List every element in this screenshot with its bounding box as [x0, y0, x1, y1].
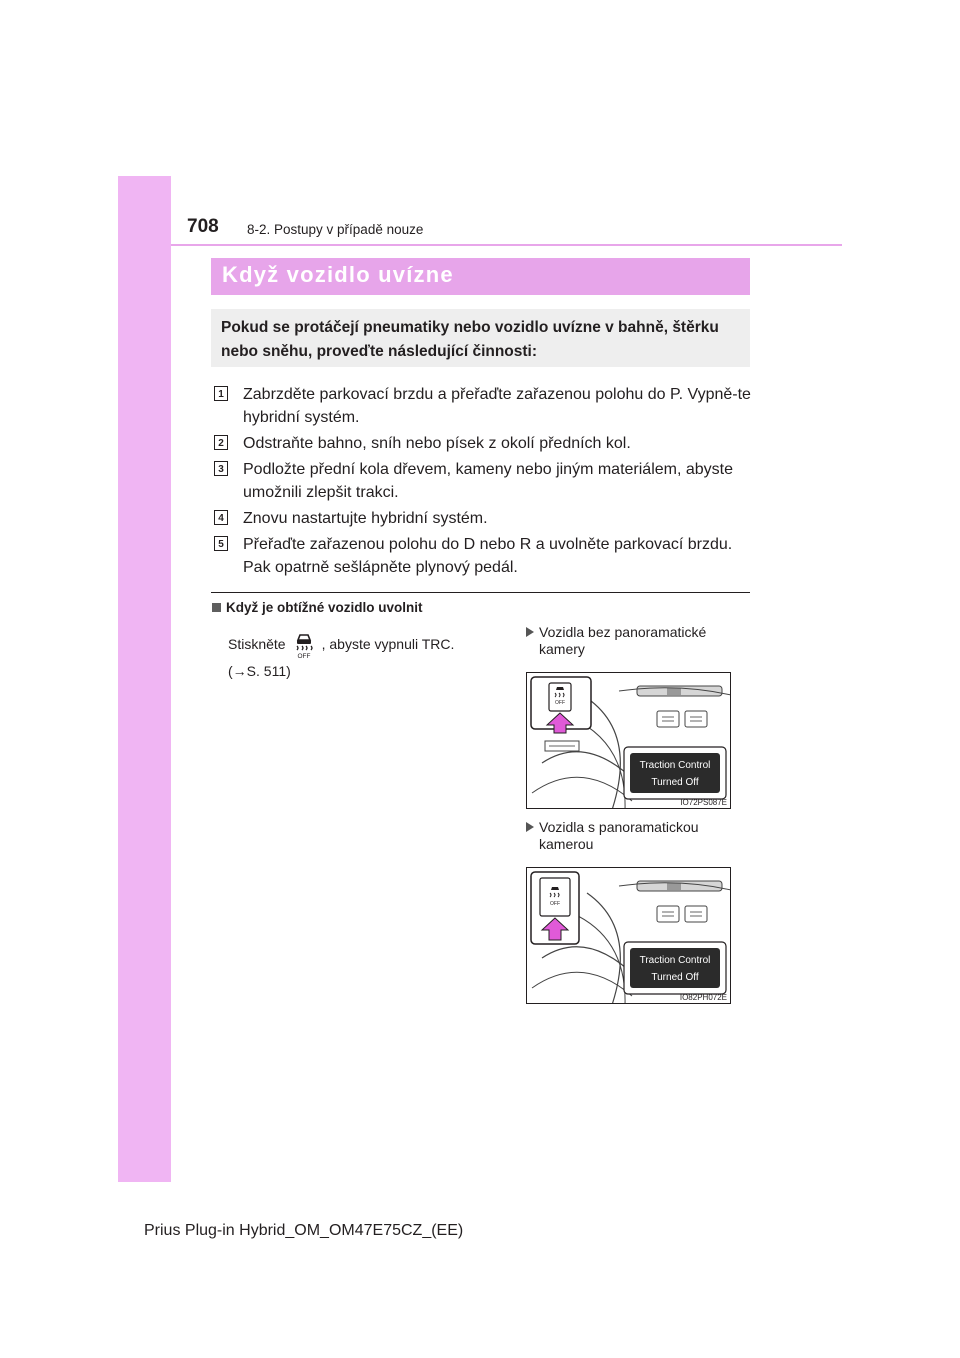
header-divider — [171, 244, 842, 246]
step-text: Zabrzděte parkovací brzdu a přeřaďte zařazenou polohu do P. Vypně-te hybridní systém. — [243, 386, 751, 426]
title-bar — [211, 258, 750, 295]
svg-text:OFF: OFF — [555, 700, 565, 706]
page-reference: (→S. 511) — [228, 663, 291, 679]
page-title: Když vozidlo uvízne — [222, 262, 454, 287]
figure-code: IO72PS087E — [680, 798, 727, 807]
step-text: Přeřaďte zařazenou polohu do D nebo R a uvolněte parkovací brzdu. Pak opatrně sešlápněte plynový pedál. — [243, 536, 733, 576]
svg-text:Turned Off: Turned Off — [651, 972, 699, 983]
section-divider — [211, 592, 750, 593]
step-number: 3 — [214, 461, 228, 476]
footer-doc-id: Prius Plug-in Hybrid_OM_OM47E75CZ_(EE) — [144, 1222, 464, 1239]
svg-text:OFF: OFF — [297, 653, 311, 659]
intro-box — [211, 309, 750, 367]
step-text: Odstraňte bahno, sníh nebo písek z okolí předních kol. — [243, 435, 631, 452]
svg-text:Traction Control: Traction Control — [639, 955, 711, 966]
step-number: 1 — [214, 386, 228, 401]
triangle-bullet-icon — [526, 627, 534, 637]
dashboard-illustration — [526, 672, 731, 809]
chapter-sidebar-tab — [118, 176, 171, 1182]
svg-text:Traction Control: Traction Control — [639, 760, 711, 771]
figure-code: IO82PH072E — [679, 993, 727, 1002]
subsection-heading: Když je obtížné vozidlo uvolnit — [212, 600, 423, 615]
page-number: 708 — [187, 216, 219, 237]
dashboard-drawing — [527, 868, 731, 1004]
press-instruction: Stiskněte OFF , abyste vypnuli TRC. (→S. 511) — [228, 631, 498, 684]
intro-text: Pokud se protáčejí pneumatiky nebo vozidlo uvízne v bahně, štěrku nebo sněhu, proveďte následující činnosti: — [221, 319, 719, 360]
svg-text:Turned Off: Turned Off — [651, 777, 699, 788]
step-number: 2 — [214, 435, 228, 450]
vsc-off-icon — [290, 631, 318, 659]
dashboard-drawing — [527, 673, 731, 809]
svg-text:OFF: OFF — [550, 901, 560, 907]
step-number: 5 — [214, 536, 228, 551]
square-bullet-icon — [212, 603, 221, 612]
step-text: Podložte přední kola dřevem, kameny nebo jiným materiálem, abyste umožnili zlepšit trakci. — [243, 461, 734, 501]
step-number: 4 — [214, 510, 228, 525]
triangle-bullet-icon — [526, 822, 534, 832]
section-title: 8-2. Postupy v případě nouze — [247, 222, 424, 237]
step-text: Znovu nastartujte hybridní systém. — [243, 510, 488, 527]
dashboard-illustration — [526, 867, 731, 1004]
